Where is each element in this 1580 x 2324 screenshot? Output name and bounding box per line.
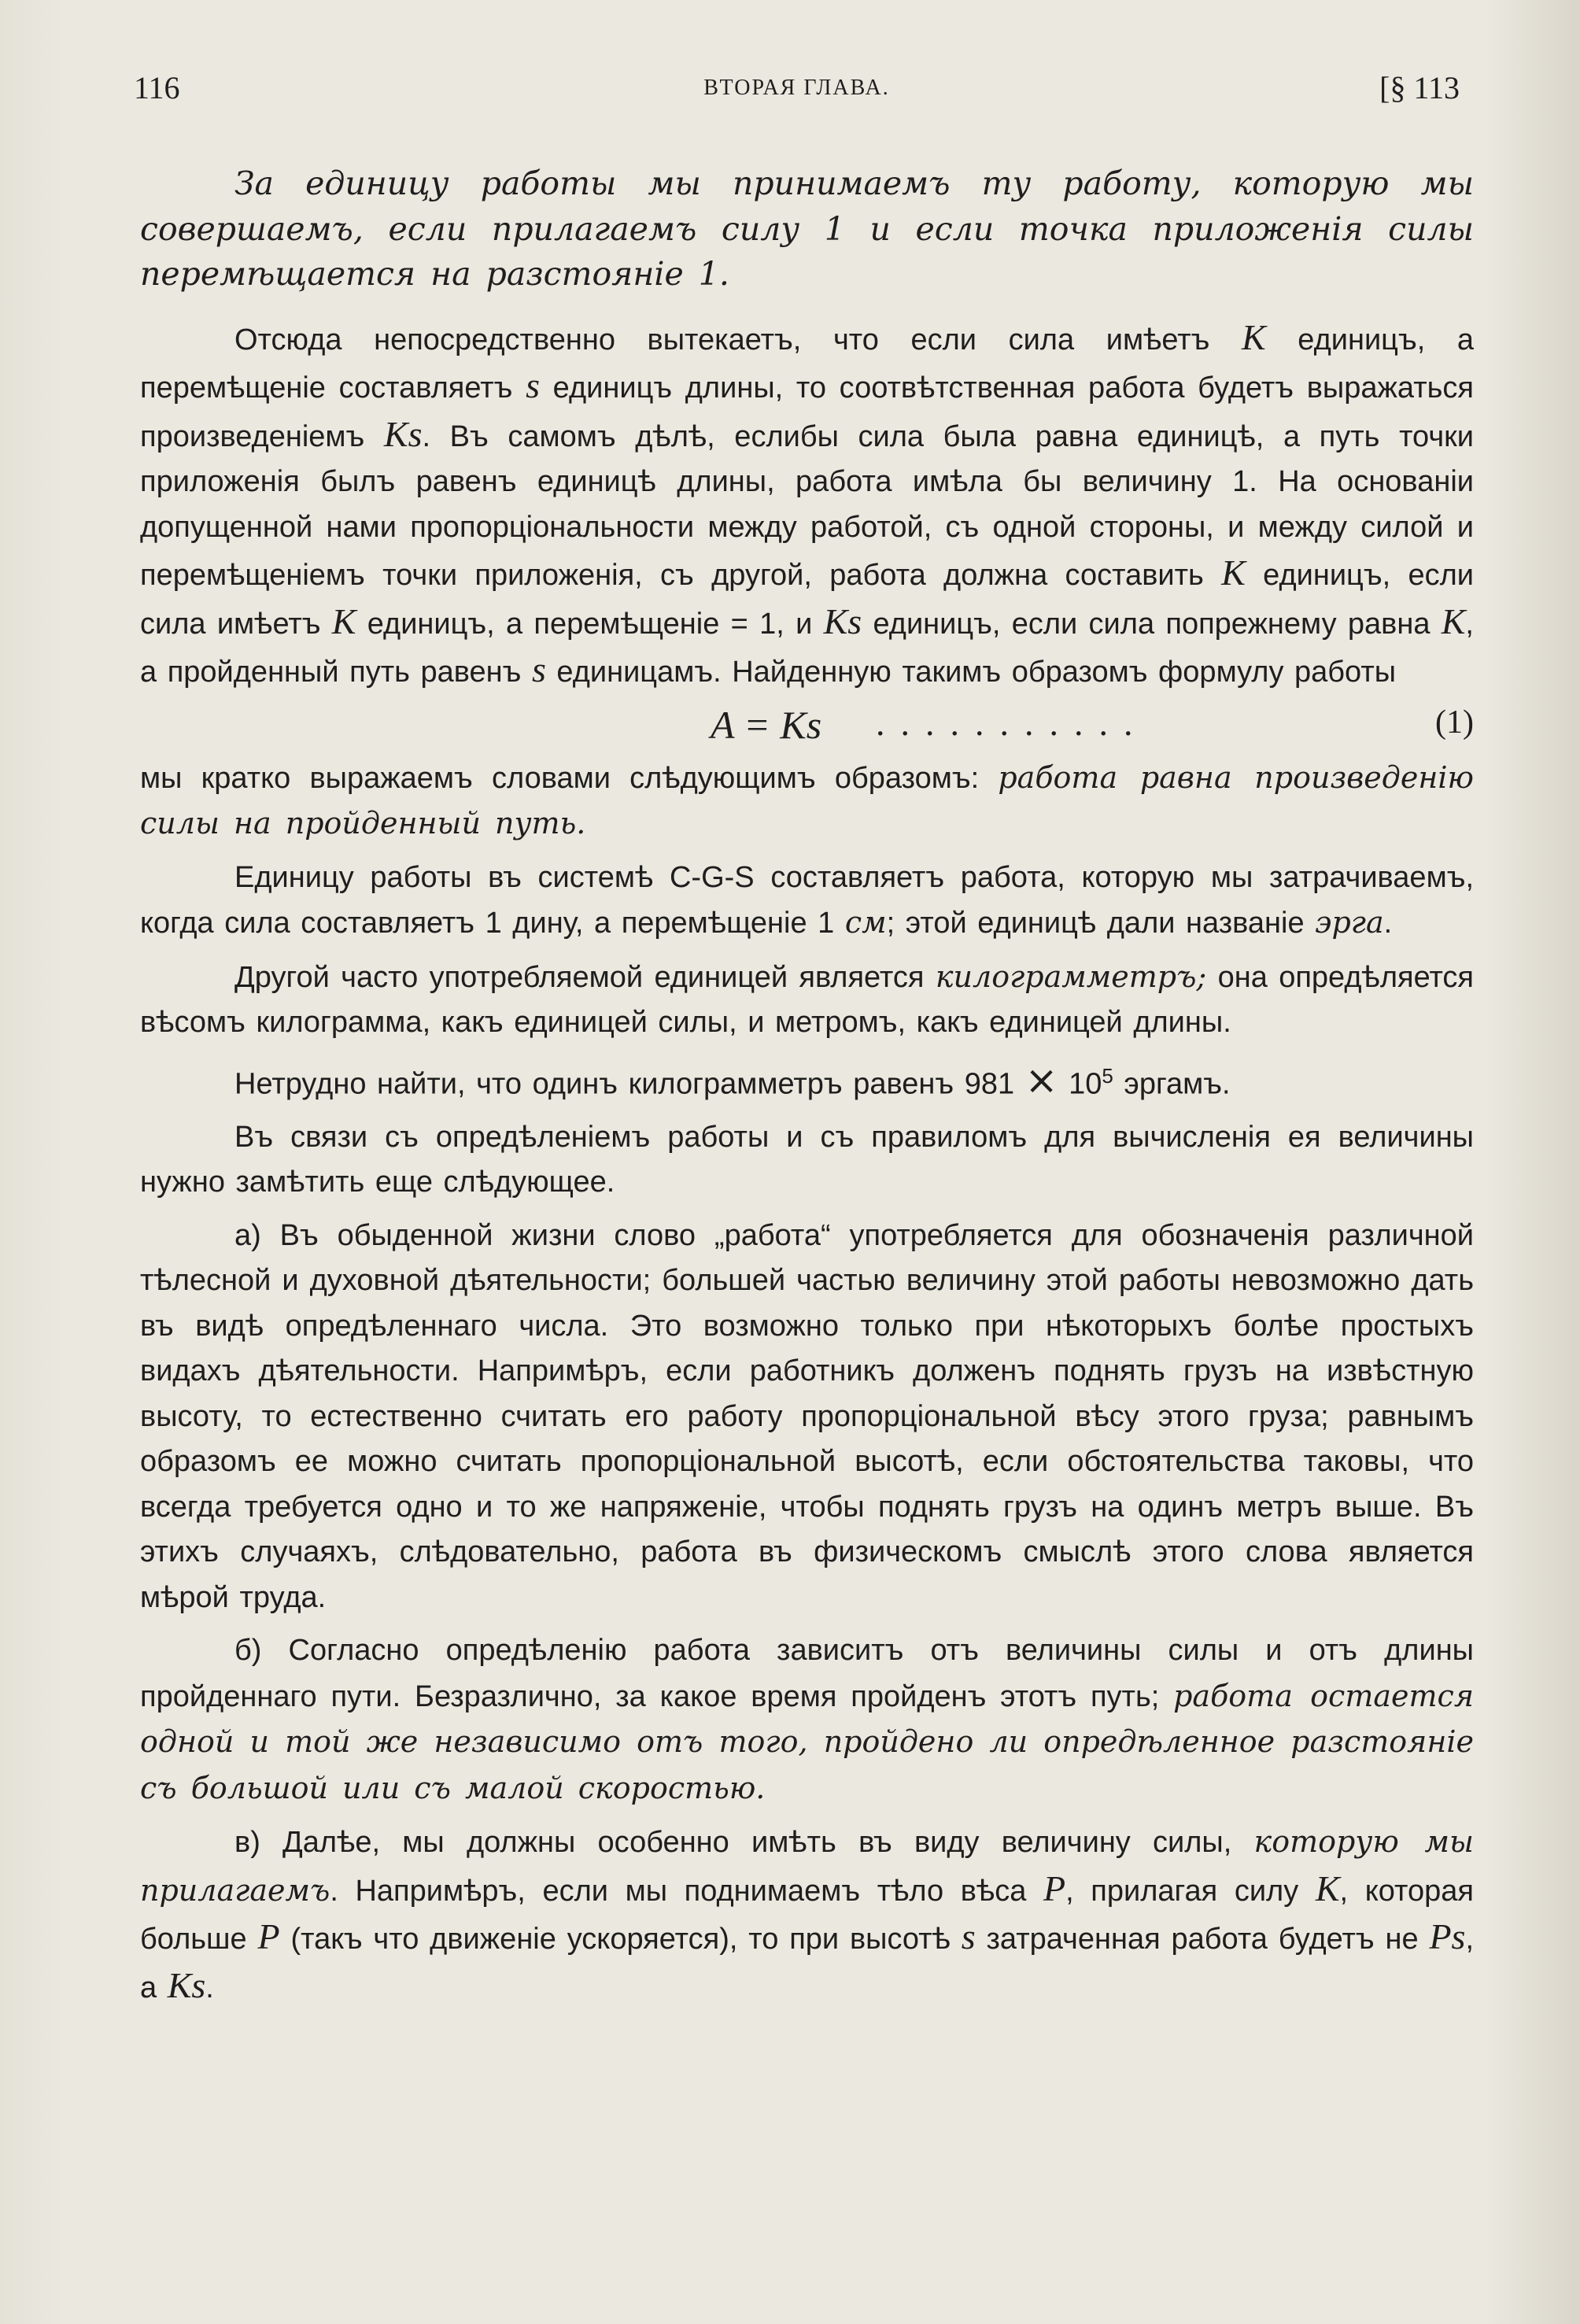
formula-expression: A = Ks [711, 702, 822, 747]
page-body [140, 161, 1474, 2019]
paragraph: Отсюда непосредственно вытекаетъ, что если сила имѣетъ K единицъ, а перемѣщеніе составляетъ s единицъ длины, то соотвѣтственная работа будетъ выражаться произведеніемъ Ks. Въ самомъ дѣлѣ, еслибы сила была равна единицѣ, а путь точки приложенія былъ равенъ единицѣ длины, работа имѣла бы величину 1. На основаніи допущенной нами пропорціональности между работой, съ одной стороны, и между силой и перемѣщеніемъ точки приложенія, съ другой, работа должна составить K единицъ, если сила имѣетъ K единицъ, а перемѣщеніе = 1, и Ks единицъ, если сила попрежнему равна K, а пройденный путь равенъ s единицамъ. Найденную такимъ образомъ формулу работы [140, 316, 1474, 689]
paragraph: Другой часто употребляемой единицей является килограмметръ; она опредѣляется вѣсомъ килограмма, какъ единицей силы, и метромъ, какъ единицей длины. [140, 959, 1474, 1039]
paragraph-v: в) Далѣе, мы должны особенно имѣть въ виду величину силы, которую мы прилагаемъ. Напримѣръ, если мы поднимаемъ тѣло вѣса P, прилагая силу K, которая больше P (такъ что движеніе ускоряется), то при высотѣ s затраченная работа будетъ не Ps, а Ks. [140, 1824, 1475, 2005]
paragraph: мы кратко выражаемъ словами слѣдующимъ образомъ: работа равна произведенію силы на пройденный путь. [140, 759, 1475, 841]
formula-leader-dots: ........... [876, 702, 1149, 743]
page-number: 116 [134, 70, 180, 105]
section-number: [§ 113 [1379, 70, 1460, 105]
paragraph: Въ связи съ опредѣленіемъ работы и съ правиломъ для вычисленія ея величины нужно замѣтить еще слѣдующее. [140, 1120, 1474, 1199]
running-header [134, 69, 1460, 116]
definition-paragraph: За единицу работы мы принимаемъ ту работу, которую мы совершаемъ, если прилагаемъ силу 1 и если точка приложенія силы перемѣщается на разстояніе 1. [140, 164, 1474, 293]
equation-number: (1) [1435, 704, 1474, 741]
work-formula [140, 702, 1474, 751]
paragraph-a: а) Въ обыденной жизни слово „работа“ употребляется для обозначенія различной тѣлесной и духовной дѣятельности; большей частью величину этой работы невозможно дать въ видѣ опредѣленнаго числа. Это возможно только при нѣкоторыхъ болѣе простыхъ видахъ дѣятельности. Напримѣръ, если работникъ долженъ поднять грузъ на извѣстную высоту, то естественно считать его работу пропорціональной вѣсу этого груза; равнымъ образомъ ее можно считать пропорціональной высотѣ, если обстоятельства таковы, что всегда требуется одно и то же напряженіе, чтобы поднять грузъ на одинъ метръ выше. Въ этихъ случаяхъ, слѣдовательно, работа въ физическомъ смыслѣ этого слова является мѣрой труда. [140, 1218, 1474, 1614]
paragraph: Единицу работы въ системѣ C-G-S составляетъ работа, которую мы затрачиваемъ, когда сила составляетъ 1 дину, а перемѣщеніе 1 см; этой единицѣ дали названіе эрга. [140, 860, 1474, 940]
chapter-title: ВТОРАЯ ГЛАВА. [703, 76, 890, 100]
paragraph: Нетрудно найти, что одинъ килограмметръ равенъ $981 \times 10^5$ эргамъ. [234, 1057, 1231, 1103]
paragraph-b: б) Согласно опредѣленію работа зависитъ отъ величины силы и отъ длины пройденнаго пути. Безразлично, за какое время пройденъ этотъ путь; работа остается одной и той же независимо отъ того, пройдено ли опредѣленное разстояніе съ большой или съ малой скоростью. [140, 1634, 1474, 1805]
multiplication-sign: × [1024, 1057, 1058, 1103]
